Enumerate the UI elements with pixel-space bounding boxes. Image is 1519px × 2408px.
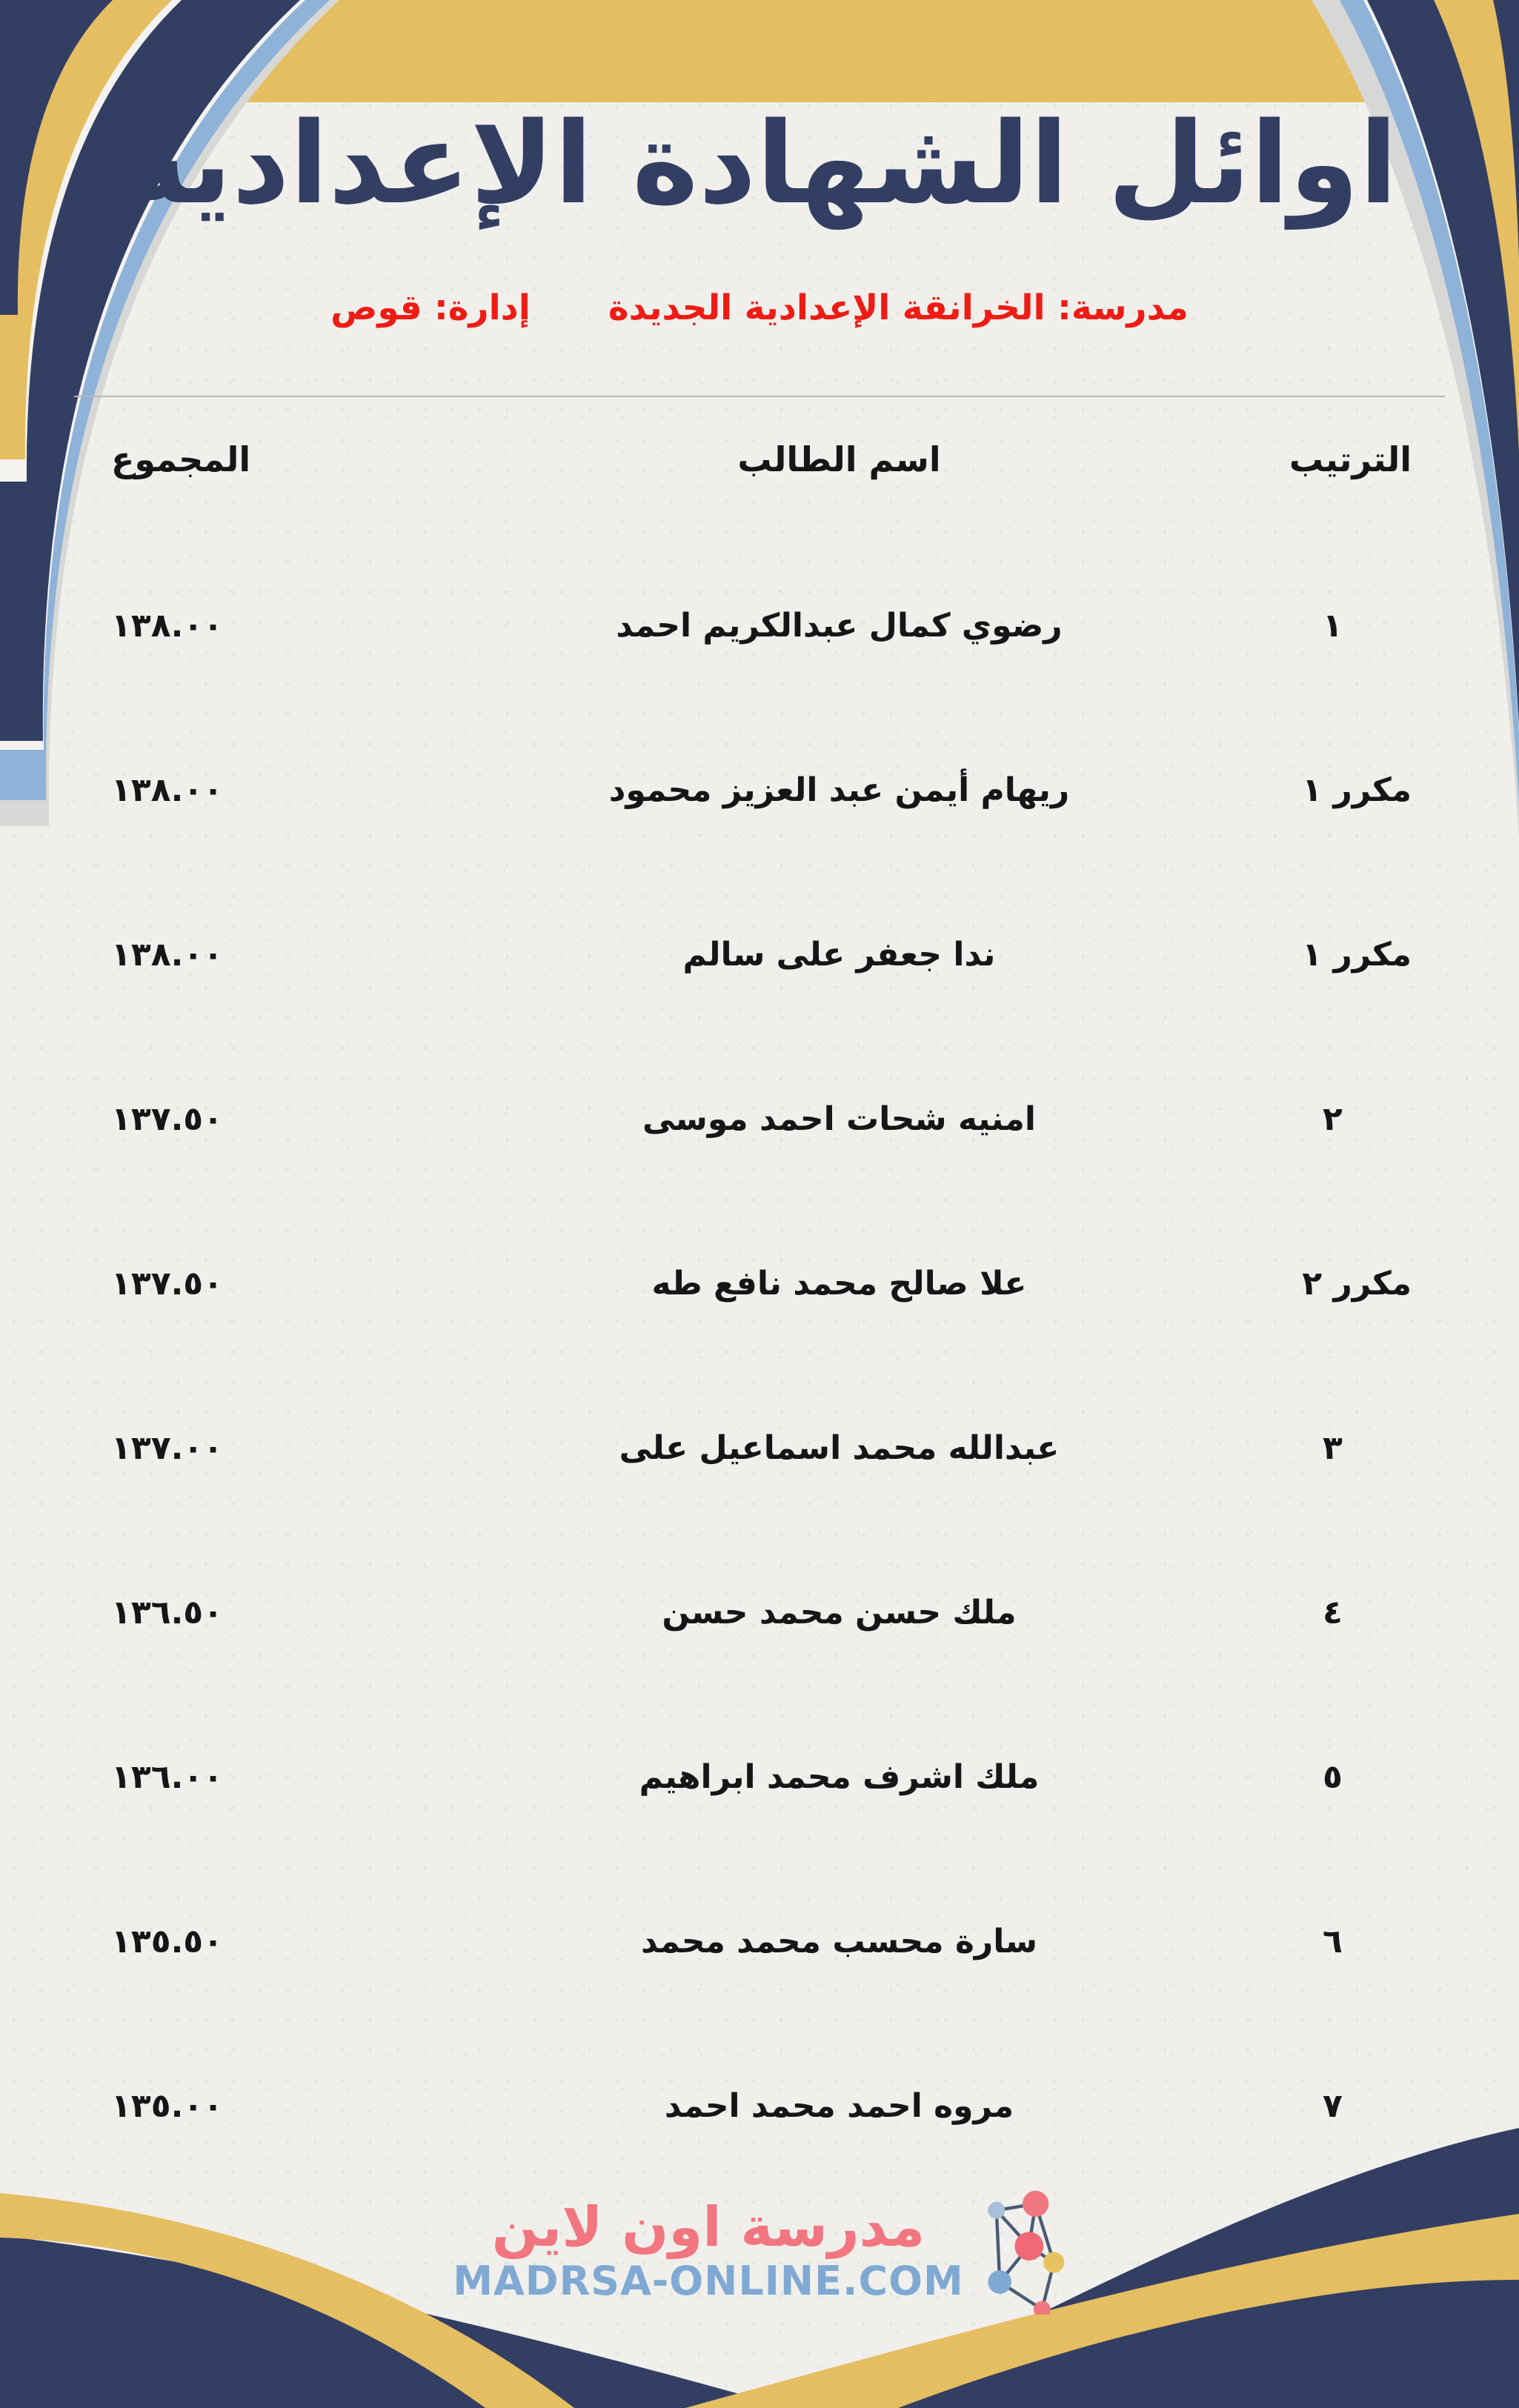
rank-cell: ٦ xyxy=(1323,1922,1343,1960)
table-row xyxy=(111,1694,1412,1859)
rank-cell: ٢ xyxy=(1323,1100,1343,1138)
name-cell: ندا جعفر على سالم xyxy=(682,935,996,974)
table-header-row xyxy=(111,433,1412,485)
rank-cell: ٥ xyxy=(1323,1757,1343,1796)
table-row xyxy=(111,1037,1412,1201)
rank-cell: ١ xyxy=(1323,606,1343,645)
name-cell: امنيه شحات احمد موسى xyxy=(642,1100,1036,1138)
name-cell: ملك حسن محمد حسن xyxy=(662,1593,1017,1632)
table-row xyxy=(111,1201,1412,1366)
divider-line xyxy=(74,396,1445,397)
table-body xyxy=(111,543,1412,2188)
rank-cell: ٣ xyxy=(1323,1428,1343,1467)
name-cell: سارة محسب محمد محمد xyxy=(640,1922,1038,1960)
name-cell: عبدالله محمد اسماعيل على xyxy=(619,1428,1060,1467)
total-cell: ١٣٨.٠٠ xyxy=(111,771,223,809)
footer-logo xyxy=(0,2184,1519,2315)
total-cell: ١٣٦.٠٠ xyxy=(111,1757,223,1796)
table-row xyxy=(111,1859,1412,2023)
rank-cell: ٧ xyxy=(1323,2086,1343,2125)
total-cell: ١٣٥.٥٠ xyxy=(111,1922,223,1960)
network-logo-icon xyxy=(979,2184,1066,2315)
school-name-label: مدرسة: الخرانقة الإعدادية الجديدة xyxy=(608,287,1189,328)
subtitle xyxy=(0,287,1519,328)
total-cell: ١٣٥.٠٠ xyxy=(111,2086,223,2125)
results-table xyxy=(111,433,1412,2188)
total-cell: ١٣٧.٠٠ xyxy=(111,1428,223,1467)
total-cell: ١٣٦.٥٠ xyxy=(111,1593,223,1632)
logo-arabic-text: مدرسة اون لاين xyxy=(491,2195,925,2259)
name-cell: مروه احمد محمد احمد xyxy=(664,2086,1014,2125)
logo-url-text: MADRSA-ONLINE.COM xyxy=(453,2257,964,2304)
table-row xyxy=(111,2023,1412,2188)
name-cell: علا صالح محمد نافع طه xyxy=(651,1264,1027,1303)
total-cell: ١٣٧.٥٠ xyxy=(111,1100,223,1138)
col-header-total: المجموع xyxy=(111,439,251,479)
table-row xyxy=(111,872,1412,1037)
name-cell: ريهام أيمن عبد العزيز محمود xyxy=(608,771,1070,809)
table-row xyxy=(111,1530,1412,1694)
name-cell: ملك اشرف محمد ابراهيم xyxy=(639,1757,1040,1796)
administration-label: إدارة: قوص xyxy=(330,287,531,328)
rank-cell: مكرر ١ xyxy=(1302,771,1412,809)
total-cell: ١٣٨.٠٠ xyxy=(111,935,223,974)
rank-cell: مكرر ٢ xyxy=(1302,1264,1412,1303)
table-row xyxy=(111,708,1412,872)
footer-logo-text xyxy=(453,2196,964,2303)
rank-cell: ٤ xyxy=(1323,1593,1343,1632)
col-header-name: اسم الطالب xyxy=(737,439,941,479)
total-cell: ١٣٧.٥٠ xyxy=(111,1264,223,1303)
name-cell: رضوي كمال عبدالكريم احمد xyxy=(616,606,1063,645)
col-header-rank: الترتيب xyxy=(1289,439,1412,479)
total-cell: ١٣٨.٠٠ xyxy=(111,606,223,645)
table-row xyxy=(111,543,1412,708)
rank-cell: مكرر ١ xyxy=(1302,935,1412,974)
table-row xyxy=(111,1366,1412,1530)
page-title: اوائل الشهادة الإعدادية xyxy=(121,98,1398,229)
